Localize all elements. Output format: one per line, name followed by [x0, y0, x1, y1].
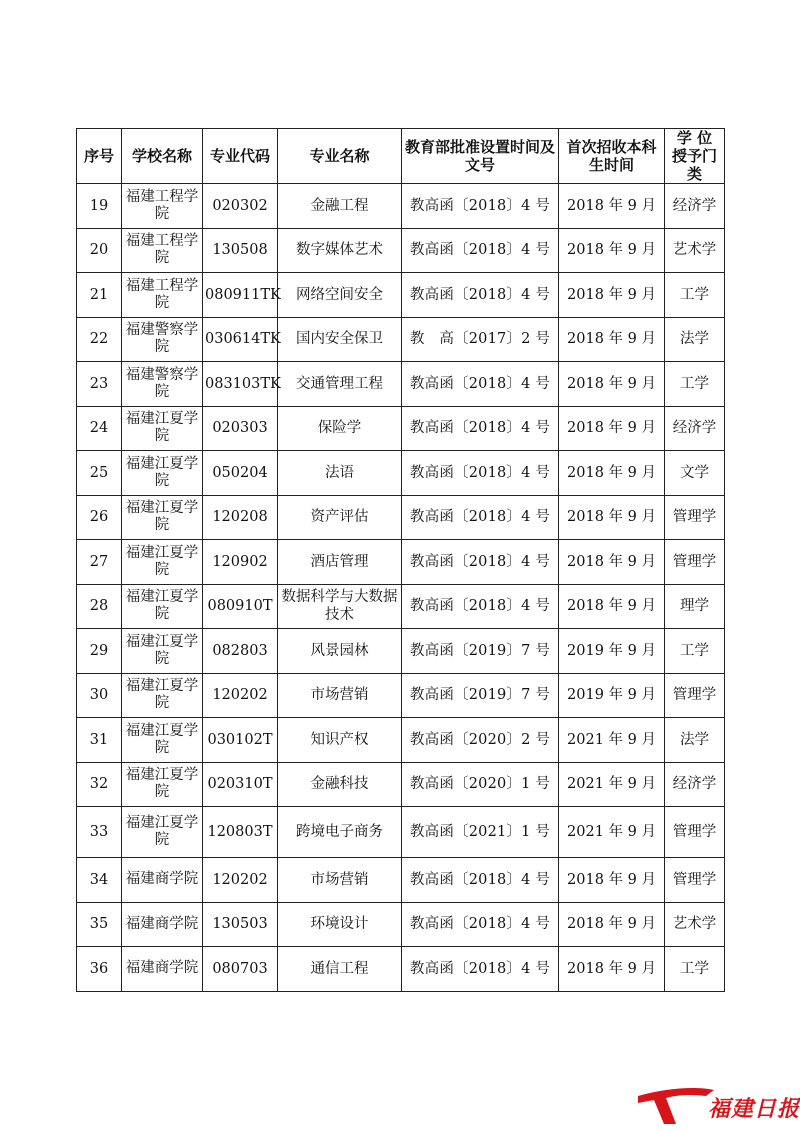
school-name: 福建工程学院 [122, 184, 203, 229]
school-name: 福建工程学院 [122, 228, 203, 273]
major-name: 风景园林 [278, 629, 402, 674]
table-header-row [77, 129, 725, 184]
major-code: 030102T [203, 718, 278, 763]
major-code: 130503 [203, 902, 278, 947]
approval-doc: 教高函〔2018〕4 号 [402, 184, 559, 229]
school-name: 福建江夏学院 [122, 584, 203, 629]
table-row [77, 762, 725, 807]
first-enroll-time: 2018 年 9 月 [559, 451, 665, 496]
major-name: 金融工程 [278, 184, 402, 229]
table-row [77, 673, 725, 718]
degree-category: 经济学 [665, 762, 725, 807]
school-name: 福建江夏学院 [122, 495, 203, 540]
major-code: 050204 [203, 451, 278, 496]
header-degree: 学 位 授予门类 [665, 129, 725, 184]
degree-category: 经济学 [665, 184, 725, 229]
first-enroll-time: 2018 年 9 月 [559, 184, 665, 229]
header-major: 专业名称 [278, 129, 402, 184]
major-code: 120902 [203, 540, 278, 585]
approval-doc: 教高函〔2018〕4 号 [402, 584, 559, 629]
first-enroll-time: 2018 年 9 月 [559, 495, 665, 540]
table-row [77, 184, 725, 229]
school-name: 福建警察学院 [122, 362, 203, 407]
major-code: 080911TK [203, 273, 278, 318]
degree-category: 工学 [665, 362, 725, 407]
row-number: 23 [77, 362, 122, 407]
table-row [77, 228, 725, 273]
degree-category: 工学 [665, 273, 725, 318]
first-enroll-time: 2019 年 9 月 [559, 673, 665, 718]
major-code: 082803 [203, 629, 278, 674]
major-name: 保险学 [278, 406, 402, 451]
degree-category: 理学 [665, 584, 725, 629]
school-name: 福建江夏学院 [122, 406, 203, 451]
first-enroll-time: 2019 年 9 月 [559, 629, 665, 674]
major-name: 国内安全保卫 [278, 317, 402, 362]
table-row [77, 451, 725, 496]
first-enroll-time: 2018 年 9 月 [559, 540, 665, 585]
major-code: 130508 [203, 228, 278, 273]
degree-category: 法学 [665, 718, 725, 763]
table-row [77, 362, 725, 407]
table-row [77, 273, 725, 318]
row-number: 25 [77, 451, 122, 496]
degree-category: 管理学 [665, 858, 725, 903]
row-number: 21 [77, 273, 122, 318]
table-row [77, 584, 725, 629]
approval-doc: 教高函〔2018〕4 号 [402, 540, 559, 585]
row-number: 28 [77, 584, 122, 629]
approval-doc: 教高函〔2018〕4 号 [402, 406, 559, 451]
row-number: 26 [77, 495, 122, 540]
approval-doc: 教高函〔2018〕4 号 [402, 858, 559, 903]
row-number: 29 [77, 629, 122, 674]
degree-category: 管理学 [665, 673, 725, 718]
header-code: 专业代码 [203, 129, 278, 184]
fujian-daily-logo [636, 1080, 800, 1126]
approval-doc: 教高函〔2018〕4 号 [402, 495, 559, 540]
school-name: 福建商学院 [122, 858, 203, 903]
major-name: 网络空间安全 [278, 273, 402, 318]
school-name: 福建江夏学院 [122, 673, 203, 718]
header-approval: 教育部批准设置时间及文号 [402, 129, 559, 184]
row-number: 35 [77, 902, 122, 947]
degree-category: 工学 [665, 629, 725, 674]
table-row [77, 317, 725, 362]
major-name: 通信工程 [278, 947, 402, 992]
school-name: 福建警察学院 [122, 317, 203, 362]
row-number: 34 [77, 858, 122, 903]
majors-table [76, 128, 725, 992]
degree-category: 文学 [665, 451, 725, 496]
school-name: 福建商学院 [122, 902, 203, 947]
row-number: 33 [77, 807, 122, 858]
major-code: 120208 [203, 495, 278, 540]
first-enroll-time: 2018 年 9 月 [559, 947, 665, 992]
table-row [77, 540, 725, 585]
table-row [77, 406, 725, 451]
major-code: 120202 [203, 858, 278, 903]
logo-swoosh [638, 1088, 714, 1124]
approval-doc: 教高函〔2018〕4 号 [402, 451, 559, 496]
first-enroll-time: 2018 年 9 月 [559, 273, 665, 318]
major-name: 交通管理工程 [278, 362, 402, 407]
degree-category: 经济学 [665, 406, 725, 451]
major-name: 市场营销 [278, 673, 402, 718]
approval-doc: 教高函〔2019〕7 号 [402, 629, 559, 674]
table-row [77, 947, 725, 992]
approval-doc: 教高函〔2021〕1 号 [402, 807, 559, 858]
major-name: 跨境电子商务 [278, 807, 402, 858]
first-enroll-time: 2018 年 9 月 [559, 584, 665, 629]
row-number: 24 [77, 406, 122, 451]
degree-category: 管理学 [665, 495, 725, 540]
approval-doc: 教高函〔2018〕4 号 [402, 362, 559, 407]
degree-category: 法学 [665, 317, 725, 362]
major-code: 080910T [203, 584, 278, 629]
major-name: 资产评估 [278, 495, 402, 540]
major-code: 120202 [203, 673, 278, 718]
major-name: 酒店管理 [278, 540, 402, 585]
major-name: 数字媒体艺术 [278, 228, 402, 273]
table-row [77, 495, 725, 540]
approval-doc: 教高函〔2018〕4 号 [402, 228, 559, 273]
approval-doc: 教高函〔2020〕2 号 [402, 718, 559, 763]
major-code: 080703 [203, 947, 278, 992]
major-name: 数据科学与大数据技术 [278, 584, 402, 629]
approval-doc: 教高函〔2020〕1 号 [402, 762, 559, 807]
first-enroll-time: 2018 年 9 月 [559, 228, 665, 273]
table-row [77, 858, 725, 903]
table-row [77, 718, 725, 763]
header-school: 学校名称 [122, 129, 203, 184]
table-row [77, 902, 725, 947]
approval-doc: 教高函〔2018〕4 号 [402, 273, 559, 318]
school-name: 福建江夏学院 [122, 762, 203, 807]
school-name: 福建工程学院 [122, 273, 203, 318]
first-enroll-time: 2018 年 9 月 [559, 362, 665, 407]
logo-text: 福建日报 [708, 1096, 800, 1122]
major-code: 083103TK [203, 362, 278, 407]
row-number: 31 [77, 718, 122, 763]
degree-category: 管理学 [665, 807, 725, 858]
approval-doc: 教高函〔2018〕4 号 [402, 902, 559, 947]
row-number: 19 [77, 184, 122, 229]
major-name: 市场营销 [278, 858, 402, 903]
major-name: 法语 [278, 451, 402, 496]
first-enroll-time: 2018 年 9 月 [559, 902, 665, 947]
row-number: 20 [77, 228, 122, 273]
approval-doc: 教 高〔2017〕2 号 [402, 317, 559, 362]
table-row [77, 807, 725, 858]
degree-category: 管理学 [665, 540, 725, 585]
school-name: 福建江夏学院 [122, 807, 203, 858]
major-code: 120803T [203, 807, 278, 858]
row-number: 36 [77, 947, 122, 992]
major-name: 环境设计 [278, 902, 402, 947]
degree-category: 艺术学 [665, 228, 725, 273]
first-enroll-time: 2021 年 9 月 [559, 807, 665, 858]
school-name: 福建江夏学院 [122, 718, 203, 763]
major-code: 030614TK [203, 317, 278, 362]
header-first-enroll: 首次招收本科生时间 [559, 129, 665, 184]
degree-category: 艺术学 [665, 902, 725, 947]
major-name: 知识产权 [278, 718, 402, 763]
major-code: 020302 [203, 184, 278, 229]
row-number: 30 [77, 673, 122, 718]
major-code: 020310T [203, 762, 278, 807]
approval-doc: 教高函〔2018〕4 号 [402, 947, 559, 992]
approval-doc: 教高函〔2019〕7 号 [402, 673, 559, 718]
row-number: 27 [77, 540, 122, 585]
first-enroll-time: 2018 年 9 月 [559, 406, 665, 451]
table-row [77, 629, 725, 674]
header-no: 序号 [77, 129, 122, 184]
school-name: 福建江夏学院 [122, 451, 203, 496]
school-name: 福建商学院 [122, 947, 203, 992]
first-enroll-time: 2018 年 9 月 [559, 858, 665, 903]
first-enroll-time: 2021 年 9 月 [559, 762, 665, 807]
first-enroll-time: 2021 年 9 月 [559, 718, 665, 763]
table-body [77, 184, 725, 992]
first-enroll-time: 2018 年 9 月 [559, 317, 665, 362]
school-name: 福建江夏学院 [122, 540, 203, 585]
row-number: 22 [77, 317, 122, 362]
degree-category: 工学 [665, 947, 725, 992]
major-code: 020303 [203, 406, 278, 451]
row-number: 32 [77, 762, 122, 807]
school-name: 福建江夏学院 [122, 629, 203, 674]
major-name: 金融科技 [278, 762, 402, 807]
